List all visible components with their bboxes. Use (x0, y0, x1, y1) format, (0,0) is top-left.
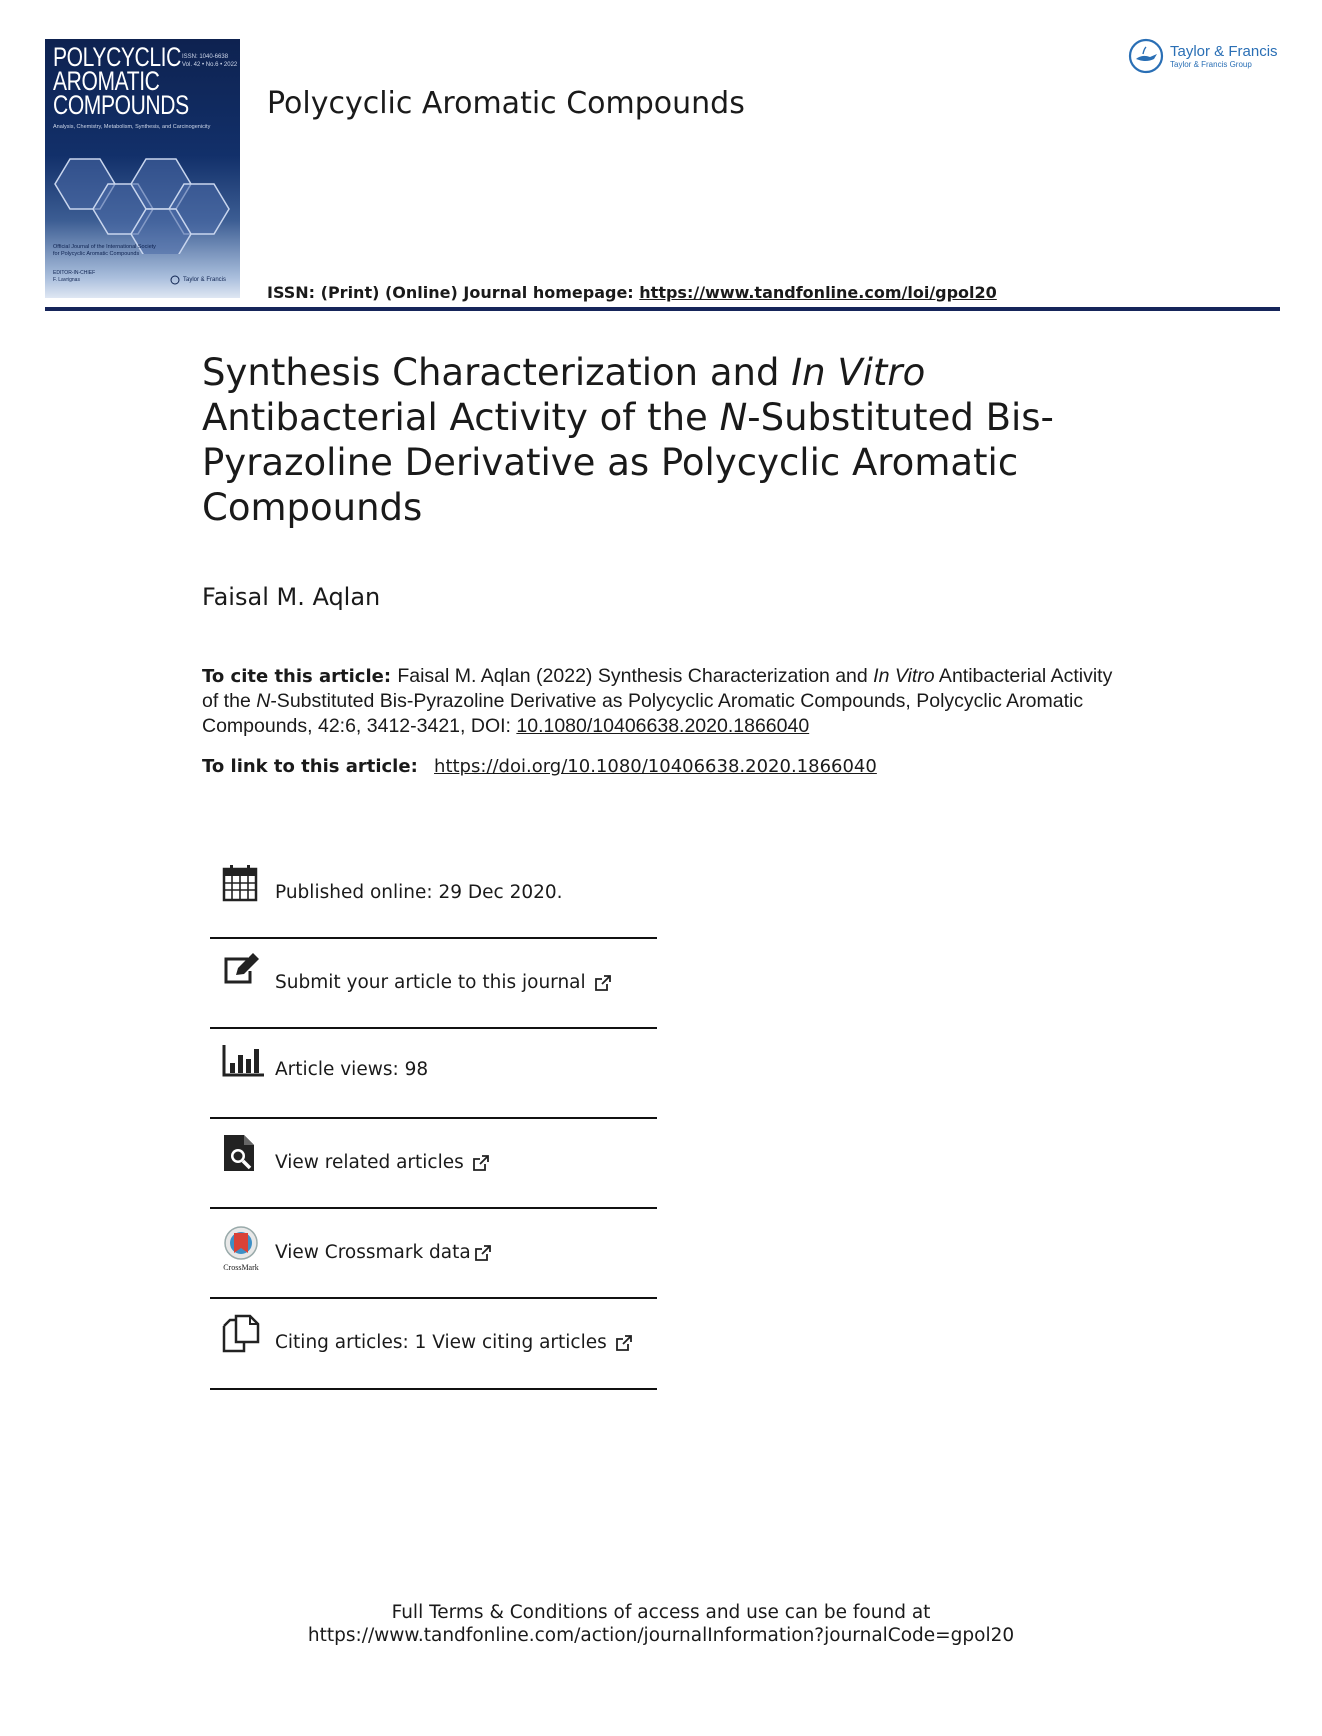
cover-volume-info: ISSN: 1040-6638 Vol. 42 • No.6 • 2022 (182, 54, 238, 68)
cover-note: Official Journal of the International Society for Polycyclic Aromatic Compounds (53, 244, 156, 257)
copy-icon (222, 1314, 260, 1354)
hexagon-pattern-icon (45, 134, 240, 254)
issn-line: ISSN: (Print) (Online) Journal homepage: https://www.tandfonline.com/loi/gpol20 (267, 283, 997, 302)
journal-homepage-link[interactable]: https://www.tandfonline.com/loi/gpol20 (639, 283, 997, 302)
citing-articles-link[interactable]: Citing articles: 1 View citing articles (275, 1332, 633, 1353)
journal-cover (45, 39, 240, 298)
views-row (210, 1029, 657, 1119)
publisher-group: Taylor & Francis Group (1170, 59, 1252, 69)
crossmark-logo-text: CrossMark (223, 1263, 259, 1272)
journal-title: Polycyclic Aromatic Compounds (267, 86, 745, 121)
published-row (210, 850, 657, 939)
citing-row[interactable] (210, 1299, 657, 1390)
publisher-logo[interactable] (1128, 38, 1278, 74)
submit-row[interactable] (210, 939, 657, 1029)
article-views: Article views: 98 (275, 1059, 429, 1080)
external-link-icon (615, 1334, 633, 1352)
header-divider (45, 307, 1280, 311)
cover-title: POLYCYCLIC AROMATIC COMPOUNDS (53, 42, 189, 120)
bar-chart-icon (222, 1043, 266, 1077)
cover-editor: EDITOR-IN-CHIEF F. Lavrignas (53, 270, 96, 283)
citation-block: To cite this article: Faisal M. Aqlan (2022) Synthesis Characterization and In Vitro Antibacterial Activity of the N-Substituted Bis-Pyrazoline Derivative as Polycyclic Aromatic Compounds, Polycyclic Aromatic Compounds, 42:6, 3412-3421, DOI: 10.1080/10406638.2020.1866040 (202, 665, 1113, 737)
publisher-name: Taylor & Francis (1170, 42, 1278, 60)
cover-publisher: Taylor & Francis (170, 275, 226, 285)
article-doi-url[interactable]: https://doi.org/10.1080/10406638.2020.1866040 (434, 756, 877, 777)
crossmark-row[interactable] (210, 1209, 657, 1299)
author-name: Faisal M. Aqlan (202, 583, 381, 611)
related-articles-link[interactable]: View related articles (275, 1152, 490, 1173)
crossmark-link[interactable]: View Crossmark data (275, 1242, 492, 1263)
cover-subtitle: Analysis, Chemistry, Metabolism, Synthesis, and Carcinogenicity (53, 124, 211, 130)
article-info-list (210, 850, 657, 1390)
cite-label: To cite this article: (202, 666, 398, 687)
article-title: Synthesis Characterization and In Vitro Antibacterial Activity of the N-Substituted Bis-Pyrazoline Derivative as Polycyclic Aromatic Compounds (202, 351, 1054, 529)
calendar-icon (222, 864, 258, 902)
article-link-row (202, 756, 877, 777)
related-row[interactable] (210, 1119, 657, 1209)
terms-footer (0, 1601, 1322, 1647)
external-link-icon (474, 1244, 492, 1262)
crossmark-icon (218, 1225, 264, 1272)
edit-icon (222, 951, 262, 985)
link-label: To link to this article: (202, 756, 425, 777)
taylor-francis-lamp-icon (1128, 38, 1164, 74)
search-document-icon (222, 1133, 256, 1173)
doi-link[interactable]: 10.1080/10406638.2020.1866040 (516, 715, 810, 737)
published-date: Published online: 29 Dec 2020. (275, 882, 563, 903)
external-link-icon (594, 974, 612, 992)
footer-terms-url[interactable]: https://www.tandfonline.com/action/journalInformation?journalCode=gpol20 (307, 1625, 1015, 1646)
tf-mini-logo-icon (170, 275, 180, 285)
submit-link[interactable]: Submit your article to this journal (275, 972, 612, 993)
crossmark-badge-icon (223, 1225, 259, 1261)
external-link-icon (472, 1154, 490, 1172)
footer-line-1: Full Terms & Conditions of access and use can be found at (391, 1602, 931, 1623)
